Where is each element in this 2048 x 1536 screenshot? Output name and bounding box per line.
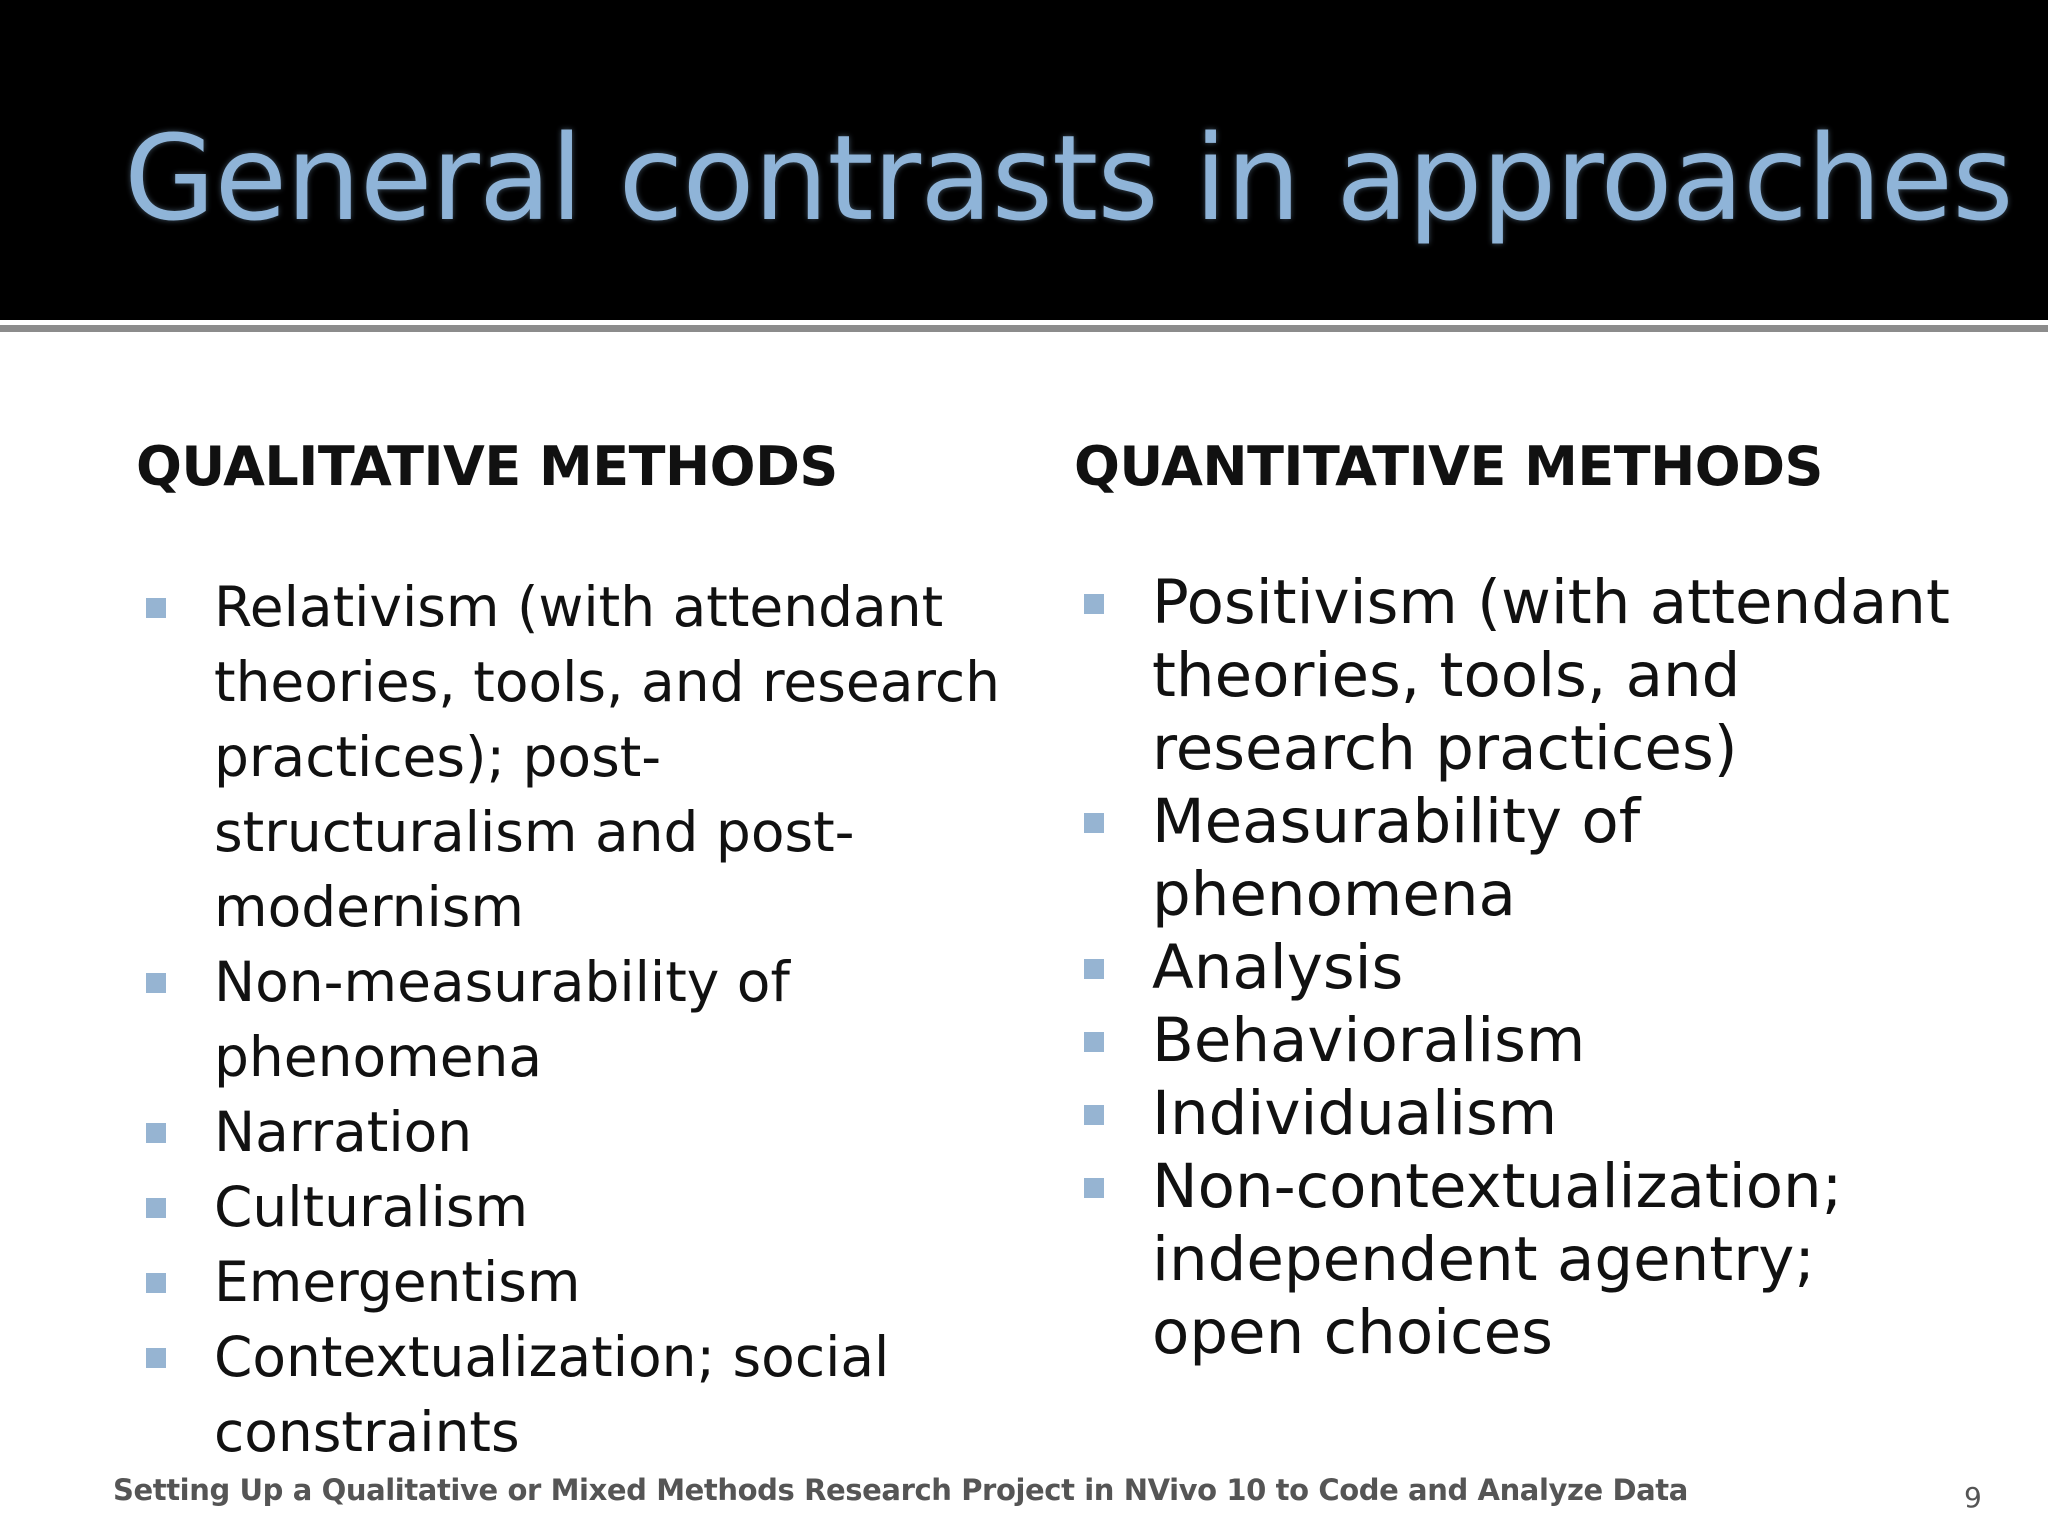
qualitative-heading: QUALITATIVE METHODS <box>136 435 838 498</box>
list-item-text: Behavioralism <box>1152 1005 1586 1076</box>
square-bullet-icon <box>1084 813 1104 833</box>
square-bullet-icon <box>1084 1105 1104 1125</box>
list-item <box>1074 566 1974 785</box>
list-item <box>136 570 1006 945</box>
slide-title: General contrasts in approaches <box>124 109 2013 247</box>
list-item <box>136 1245 1006 1320</box>
list-item <box>136 1095 1006 1170</box>
square-bullet-icon <box>1084 594 1104 614</box>
square-bullet-icon <box>146 1348 166 1368</box>
list-item <box>136 1170 1006 1245</box>
list-item-text: Measurability of phenomena <box>1152 786 1641 930</box>
list-item-text: Relativism (with attendant theories, tools, and research practices); post-structuralism and post-modernism <box>214 575 1000 939</box>
square-bullet-icon <box>1084 1032 1104 1052</box>
square-bullet-icon <box>146 1123 166 1143</box>
list-item-text: Analysis <box>1152 932 1404 1003</box>
title-divider <box>0 325 2048 332</box>
page-number: 9 <box>1964 1481 1982 1514</box>
list-item-text: Individualism <box>1152 1078 1558 1149</box>
quantitative-list <box>1074 566 1974 1369</box>
list-item-text: Emergentism <box>214 1250 581 1314</box>
title-bar <box>0 0 2048 320</box>
square-bullet-icon <box>146 1198 166 1218</box>
square-bullet-icon <box>146 973 166 993</box>
square-bullet-icon <box>146 598 166 618</box>
square-bullet-icon <box>1084 959 1104 979</box>
list-item <box>1074 1077 1974 1150</box>
list-item <box>1074 931 1974 1004</box>
list-item-text: Non-measurability of phenomena <box>214 950 790 1089</box>
list-item <box>1074 1150 1974 1369</box>
qualitative-list <box>136 570 1006 1470</box>
list-item <box>136 945 1006 1095</box>
quantitative-heading: QUANTITATIVE METHODS <box>1074 435 1823 498</box>
square-bullet-icon <box>146 1273 166 1293</box>
list-item <box>1074 785 1974 931</box>
list-item-text: Narration <box>214 1100 473 1164</box>
list-item <box>136 1320 1006 1470</box>
list-item-text: Positivism (with attendant theories, tools, and research practices) <box>1152 567 1950 784</box>
list-item-text: Culturalism <box>214 1175 529 1239</box>
list-item-text: Non-contextualization; independent agentry; open choices <box>1152 1151 1843 1368</box>
list-item-text: Contextualization; social constraints <box>214 1325 890 1464</box>
square-bullet-icon <box>1084 1178 1104 1198</box>
slide-footer: Setting Up a Qualitative or Mixed Methods Research Project in NVivo 10 to Code and Analyze Data <box>113 1473 1688 1507</box>
list-item <box>1074 1004 1974 1077</box>
